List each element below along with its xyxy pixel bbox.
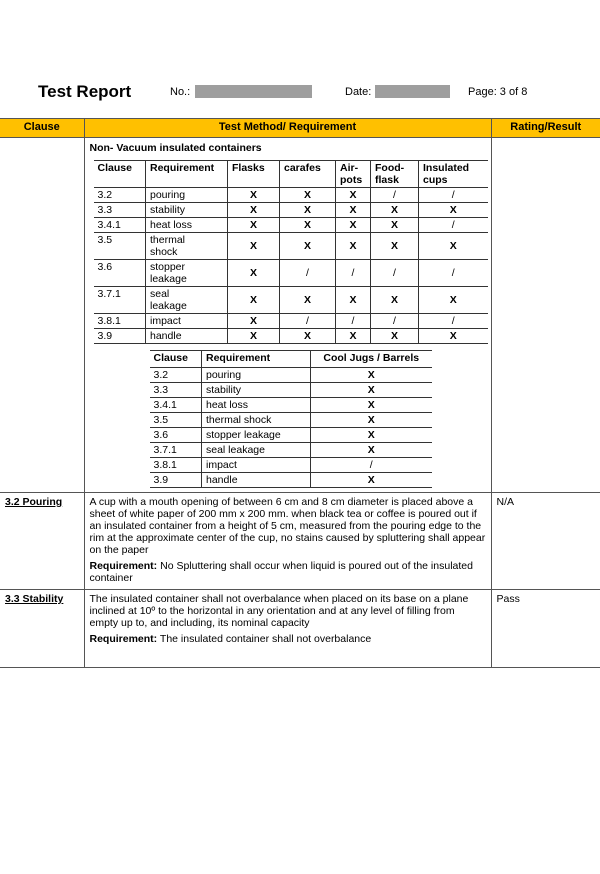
table-row (94, 188, 488, 203)
applicability-mark: X (336, 233, 371, 260)
column-header: Flasks (228, 161, 280, 188)
requirement-name: heat loss (202, 398, 311, 413)
applicability-mark: X (228, 260, 280, 287)
requirement-name: stability (202, 383, 311, 398)
clause-number: 3.6 (150, 428, 202, 443)
clause-column-header: Clause (0, 119, 84, 138)
stability-requirement (90, 633, 486, 645)
report-header (0, 80, 600, 104)
pouring-clause: 3.2 Pouring (5, 496, 63, 508)
containers-section-row (0, 138, 600, 493)
applicability-mark: X (336, 287, 371, 314)
column-header: Cool Jugs / Barrels (311, 351, 432, 368)
table-row (150, 398, 432, 413)
applicability-mark: X (336, 329, 371, 344)
containers-clause-cell (0, 138, 84, 493)
stability-requirement-label: Requirement: (89, 633, 158, 645)
report-table (0, 118, 600, 668)
applicability-mark: X (311, 428, 432, 443)
applicability-mark: X (371, 203, 419, 218)
applicability-mark: / (311, 458, 432, 473)
cool-jugs-requirements-table (150, 350, 432, 488)
applicability-mark: X (228, 203, 280, 218)
applicability-mark: / (419, 188, 488, 203)
non-vacuum-requirements-table (94, 160, 488, 344)
applicability-mark: X (280, 218, 336, 233)
requirement-name: handle (146, 329, 228, 344)
pouring-requirement-text: No Spluttering shall occur when liquid is poured out of the insulated container (89, 560, 473, 584)
stability-row (0, 590, 600, 668)
result-column-header: Rating/Result (491, 119, 600, 138)
clause-number: 3.4.1 (150, 398, 202, 413)
column-header: Air- pots (336, 161, 371, 188)
table-row (150, 458, 432, 473)
column-header: Clause (94, 161, 146, 188)
clause-number: 3.5 (94, 233, 146, 260)
applicability-mark: / (280, 314, 336, 329)
applicability-mark: X (336, 188, 371, 203)
clause-number: 3.2 (150, 368, 202, 383)
report-table-header (0, 119, 600, 138)
redacted-number (195, 85, 312, 98)
column-header: Clause (150, 351, 202, 368)
clause-number: 3.3 (94, 203, 146, 218)
stability-clause-cell (0, 590, 84, 668)
pouring-result: N/A (491, 493, 600, 590)
applicability-mark: X (371, 329, 419, 344)
table-row (150, 428, 432, 443)
table-header-row (150, 351, 432, 368)
table-row (94, 287, 488, 314)
applicability-mark: X (419, 329, 488, 344)
requirement-name: impact (146, 314, 228, 329)
requirement-name: heat loss (146, 218, 228, 233)
applicability-mark: / (371, 314, 419, 329)
table-row (150, 383, 432, 398)
applicability-mark: X (371, 287, 419, 314)
applicability-mark: X (280, 233, 336, 260)
clause-number: 3.3 (150, 383, 202, 398)
applicability-mark: X (228, 329, 280, 344)
clause-number: 3.2 (94, 188, 146, 203)
requirement-name: pouring (202, 368, 311, 383)
clause-number: 3.4.1 (94, 218, 146, 233)
clause-number: 3.7.1 (94, 287, 146, 314)
table-row (94, 314, 488, 329)
clause-number: 3.9 (150, 473, 202, 488)
applicability-mark: X (311, 398, 432, 413)
clause-number: 3.8.1 (94, 314, 146, 329)
table-row (94, 260, 488, 287)
table-row (150, 413, 432, 428)
requirement-name: seal leakage (146, 287, 228, 314)
report-date-label: Date: (345, 86, 372, 98)
applicability-mark: / (419, 314, 488, 329)
column-header: Food- flask (371, 161, 419, 188)
applicability-mark: X (280, 188, 336, 203)
pouring-requirement-label: Requirement: (89, 560, 158, 572)
stability-description: The insulated container shall not overbalance when placed on its base on a plane inclined at 10º to the horizontal in any orientation and at any level of filling from empty up to, and including, its nominal capacity (89, 593, 469, 629)
applicability-mark: X (280, 203, 336, 218)
applicability-mark: / (336, 260, 371, 287)
applicability-mark: / (336, 314, 371, 329)
applicability-mark: X (280, 329, 336, 344)
table-row (94, 218, 488, 233)
requirement-name: stopper leakage (146, 260, 228, 287)
table-row (150, 368, 432, 383)
requirement-name: seal leakage (202, 443, 311, 458)
applicability-mark: / (280, 260, 336, 287)
applicability-mark: X (280, 287, 336, 314)
redacted-date (375, 85, 450, 98)
applicability-mark: X (419, 233, 488, 260)
stability-clause: 3.3 Stability (5, 593, 64, 605)
stability-result: Pass (491, 590, 600, 668)
clause-number: 3.6 (94, 260, 146, 287)
applicability-mark: X (419, 203, 488, 218)
table-row (94, 329, 488, 344)
applicability-mark: X (311, 473, 432, 488)
table-row (150, 443, 432, 458)
applicability-mark: X (311, 368, 432, 383)
containers-method-cell (84, 138, 491, 493)
requirement-name: thermal shock (202, 413, 311, 428)
report-title: Test Report (38, 82, 132, 101)
pouring-requirement (90, 560, 486, 584)
report-number-label: No.: (170, 86, 191, 98)
method-column-header: Test Method/ Requirement (84, 119, 491, 138)
pouring-clause-cell (0, 493, 84, 590)
column-header: Insulated cups (419, 161, 488, 188)
clause-number: 3.7.1 (150, 443, 202, 458)
clause-number: 3.8.1 (150, 458, 202, 473)
applicability-mark: X (311, 443, 432, 458)
clause-number: 3.5 (150, 413, 202, 428)
pouring-description: A cup with a mouth opening of between 6 cm and 8 cm diameter is placed above a sheet of white paper of 200 mm x 200 mm. when black tea or coffee is poured out if an insulated container from a height of 5 cm, measured from the pouring edge to the rim at the approximate center of the cup, no stains caused by spluttering shall appear on the paper (89, 496, 486, 556)
applicability-mark: X (228, 233, 280, 260)
applicability-mark: / (419, 218, 488, 233)
applicability-mark: X (228, 218, 280, 233)
applicability-mark: X (228, 188, 280, 203)
stability-method-cell (84, 590, 491, 668)
applicability-mark: / (419, 260, 488, 287)
applicability-mark: X (419, 287, 488, 314)
applicability-mark: X (228, 287, 280, 314)
applicability-mark: X (336, 203, 371, 218)
requirement-name: handle (202, 473, 311, 488)
page-indicator: Page: 3 of 8 (468, 86, 528, 98)
applicability-mark: X (371, 218, 419, 233)
requirement-name: thermal shock (146, 233, 228, 260)
requirement-name: stability (146, 203, 228, 218)
table-header-row (94, 161, 488, 188)
pouring-row (0, 493, 600, 590)
applicability-mark: X (336, 218, 371, 233)
column-header: carafes (280, 161, 336, 188)
requirement-name: impact (202, 458, 311, 473)
stability-requirement-text: The insulated container shall not overbalance (157, 633, 372, 645)
table-row (94, 203, 488, 218)
applicability-mark: X (371, 233, 419, 260)
pouring-method-cell (84, 493, 491, 590)
applicability-mark: X (228, 314, 280, 329)
table-row (150, 473, 432, 488)
column-header: Requirement (146, 161, 228, 188)
column-header: Requirement (202, 351, 311, 368)
requirement-name: stopper leakage (202, 428, 311, 443)
applicability-mark: / (371, 188, 419, 203)
requirement-name: pouring (146, 188, 228, 203)
applicability-mark: / (371, 260, 419, 287)
table-row (94, 233, 488, 260)
clause-number: 3.9 (94, 329, 146, 344)
section-title: Non- Vacuum insulated containers (89, 142, 262, 154)
applicability-mark: X (311, 413, 432, 428)
containers-result-cell (491, 138, 600, 493)
applicability-mark: X (311, 383, 432, 398)
